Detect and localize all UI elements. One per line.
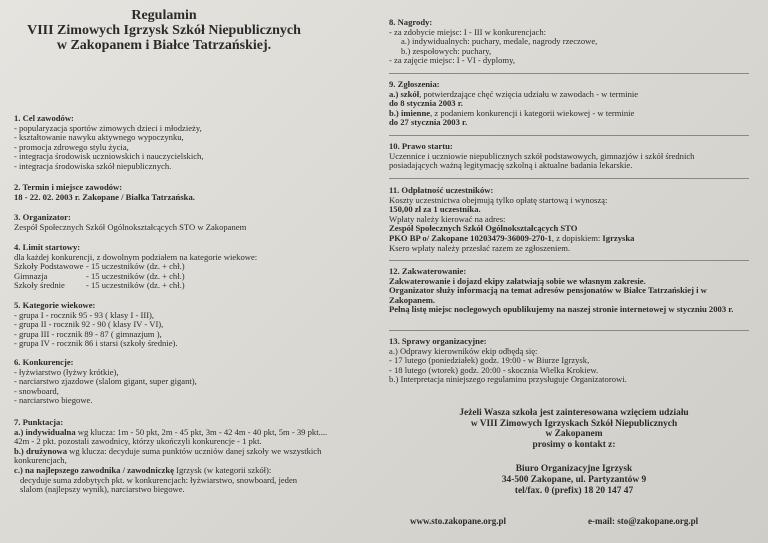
text: wg klucza: decyduje suma punktów uczniów danej szkoły we wszystkich konkurencjach, [14, 445, 322, 466]
account-holder: Zespół Społecznych Szkół Ogólnokształcących STO [389, 223, 578, 234]
section-text: Koszty uczestnictwa obejmują tylko opłatę startową i wynoszą: [389, 194, 608, 205]
section-konkurencje [14, 358, 350, 406]
section-text: Uczennice i uczniowie niepublicznych szkół podstawowych, gimnazjów i szkół średnich posiadających ważną legitymację szkolną i aktualne badania lekarskie. [389, 150, 695, 171]
list-item: - łyżwiarstwo (łyżwy krótkie), [14, 366, 119, 377]
text: , potwierdzające chęć wzięcia udziału w zawodach - w terminie [419, 88, 639, 99]
divider [389, 73, 749, 74]
divider [389, 178, 749, 179]
section-cel [14, 114, 350, 172]
list-item: a.) Odprawy kierowników ekip odbędą się: [389, 345, 538, 356]
list-item: - grupa I - rocznik 95 - 93 ( klasy I - III), [14, 309, 155, 320]
label: a.) szkół [389, 88, 420, 99]
limit-name: Szkoły Podstawowe [14, 261, 84, 272]
list-item: a.) indywidualnych: puchary, medale, nagrody rzeczowe, [401, 36, 598, 47]
section-heading: 2. Termin i miejsce zawodów: [14, 182, 123, 192]
note: Igrzyska [602, 232, 635, 243]
section-heading: 8. Nagrody: [389, 17, 433, 27]
section-punktacja [14, 418, 342, 495]
limit-row [14, 281, 350, 291]
contact-address: Biuro Organizacyjne Igrzysk [515, 464, 633, 475]
contact-line: prosimy o kontakt z: [532, 439, 616, 450]
section-text: dla każdej konkurencji, z dowolnym podziałem na kategorie wiekowe: [14, 251, 258, 262]
section-heading: 7. Punktacja: [14, 417, 64, 427]
list-item: - promocja zdrowego stylu życia, [14, 141, 129, 152]
section-prawo-startu [389, 142, 739, 171]
section-heading: 10. Prawo startu: [389, 141, 453, 151]
title-line-2: VIII Zimowych Igrzysk Szkół Niepublicznych [27, 23, 301, 38]
section-heading: 1. Cel zawodów: [14, 113, 74, 123]
contact-line: w Zakopanem [545, 429, 603, 440]
label: b.) imienne [389, 107, 431, 118]
section-text: Zakwaterowanie i dojazd ekipy załatwiają sobie we własnym zakresie. [389, 275, 646, 286]
page-title [14, 8, 314, 53]
punktacja-a [14, 428, 342, 447]
label: c.) na najlepszego zawodnika / zawodniczkę [14, 464, 174, 475]
account: PKO BP o/ Zakopane 10203479-36009-270-1 [389, 232, 552, 243]
list-item: - integracja środowisk uczniowskich i nauczycielskich, [14, 151, 204, 162]
section-heading: 3. Organizator: [14, 212, 71, 222]
section-heading: 5. Kategorie wiekowe: [14, 300, 96, 310]
section-text: 18 - 22. 02. 2003 r. Zakopane / Białka Tatrzańska. [14, 191, 195, 202]
section-nagrody [389, 18, 761, 66]
section-heading: 11. Odpłatność uczestników: [389, 185, 494, 195]
text: Igrzysk (w kategorii szkół): [173, 464, 272, 475]
list-item: b.) zespołowych: puchary, [401, 45, 492, 56]
contact-line: Jeżeli Wasza szkoła jest zainteresowana wzięciem udziału [459, 408, 689, 418]
date: do 27 stycznia 2003 r. [389, 117, 468, 128]
label: a.) indywidualna [14, 426, 76, 437]
section-text: Pełną listę miejsc noclegowych opublikujemy na naszej stronie internetowej w styczniu 2003 r. [389, 304, 734, 315]
section-organizator [14, 213, 350, 232]
date: do 8 stycznia 2003 r. [389, 98, 463, 109]
title-line-1: Regulamin [131, 8, 197, 23]
text: , z dopiskiem: [551, 232, 603, 243]
section-heading: 12. Zakwaterowanie: [389, 266, 467, 276]
list-item: - 18 lutego (wtorek) godz. 20:00 - skocznia Wielka Krokiew. [389, 364, 599, 375]
text: wg klucza: 1m - 50 pkt, 2m - 45 pkt, 3m - 42 4m - 40 pkt, 5m - 39 pkt.... 42m - 2 pkt. pozostali zawodnicy, którzy ukończyli konkurencje - 1 pkt. [14, 426, 328, 447]
section-heading: 9. Zgłoszenia: [389, 79, 440, 89]
section-text: Wpłaty należy kierować na adres: [389, 213, 506, 224]
section-text: - za zdobycie miejsc: I - III w konkurencjach: [389, 26, 547, 37]
list-item: - narciarstwo biegowe. [14, 395, 93, 406]
divider [389, 135, 749, 136]
limit-name: Szkoły średnie [14, 280, 65, 291]
section-text: Organizator służy informacją na temat adresów pensjonatów w Białce Tatrzańskiej i w Zakopanem. [389, 285, 707, 305]
list-item: slalom (najlepszy wynik), narciarstwo biegowe. [20, 484, 185, 495]
text: , z podaniem konkurencji i kategorii wiekowej - w terminie [430, 107, 635, 118]
divider [389, 330, 749, 331]
list-item: decyduje suma zdobytych pkt. w konkurencjach: łyżwiarstwo, snowboard, jeden [20, 474, 298, 485]
section-heading: 6. Konkurencje: [14, 357, 74, 367]
fee: 150,00 zł za 1 uczestnika. [389, 204, 481, 215]
section-sprawy [389, 337, 761, 385]
website-link[interactable]: www.sto.zakopane.org.pl [410, 516, 507, 526]
section-heading: 4. Limit startowy: [14, 242, 81, 252]
label: b.) drużynowa [14, 445, 68, 456]
title-line-3: w Zakopanem i Białce Tatrzańskiej. [56, 38, 272, 53]
contact-line: w VIII Zimowych Igrzyskach Szkół Niepublicznych [470, 418, 678, 429]
section-limit [14, 243, 350, 291]
limit-value: - 15 uczestników (dz. + chł.) [86, 270, 185, 281]
list-item: - 17 lutego (poniedziałek) godz. 19:00 - w Biurze Igrzysk, [389, 355, 590, 366]
email-link[interactable]: e-mail: sto@zakopane.org.pl [588, 516, 699, 526]
section-termin [14, 183, 350, 202]
list-item: - narciarstwo zjazdowe (slalom gigant, super gigant), [14, 376, 197, 387]
section-kategorie [14, 301, 350, 349]
section-text: Zespół Społecznych Szkół Ogólnokształcących STO w Zakopanem [14, 221, 247, 232]
limit-name: Gimnazja [14, 270, 48, 281]
divider [389, 260, 749, 261]
spacer [409, 450, 739, 464]
list-item: - snowboard, [14, 385, 59, 396]
contact-block [409, 408, 739, 496]
list-item: - popularyzacja sportów zimowych dzieci i młodzieży, [14, 122, 202, 133]
limit-value: - 15 uczestników (dz. + chł.) [86, 280, 185, 291]
list-item: - integracja środowiska szkół niepublicznych. [14, 160, 172, 171]
section-zakwaterowanie [389, 267, 744, 315]
contact-address: 34-500 Zakopane, ul. Partyzantów 9 [501, 474, 647, 485]
list-item: - grupa II - rocznik 92 - 90 ( klasy IV - VI), [14, 319, 164, 330]
list-item: - grupa IV - rocznik 86 i starsi (szkoły średnie). [14, 338, 178, 349]
contact-phone: tel/fax. 0 (prefix) 18 20 147 47 [514, 485, 634, 496]
punktacja-b [14, 447, 342, 466]
section-text: Ksero wpłaty należy przesłać razem ze zgłoszeniem. [389, 242, 571, 253]
list-item: b.) Interpretacja niniejszego regulaminu przysługuje Organizatorowi. [389, 374, 627, 385]
section-zgloszenia [389, 80, 761, 128]
section-odplatnosc [389, 186, 761, 253]
list-item: - grupa III - rocznik 89 - 87 ( gimnazjum ), [14, 328, 162, 339]
section-heading: 13. Sprawy organizacyjne: [389, 336, 487, 346]
limit-value: - 15 uczestników (dz. + chł.) [86, 261, 185, 272]
section-text: - za zajęcie miejsc: I - VI - dyplomy, [389, 55, 515, 66]
list-item: - kształtowanie nawyku aktywnego wypoczynku, [14, 132, 184, 143]
